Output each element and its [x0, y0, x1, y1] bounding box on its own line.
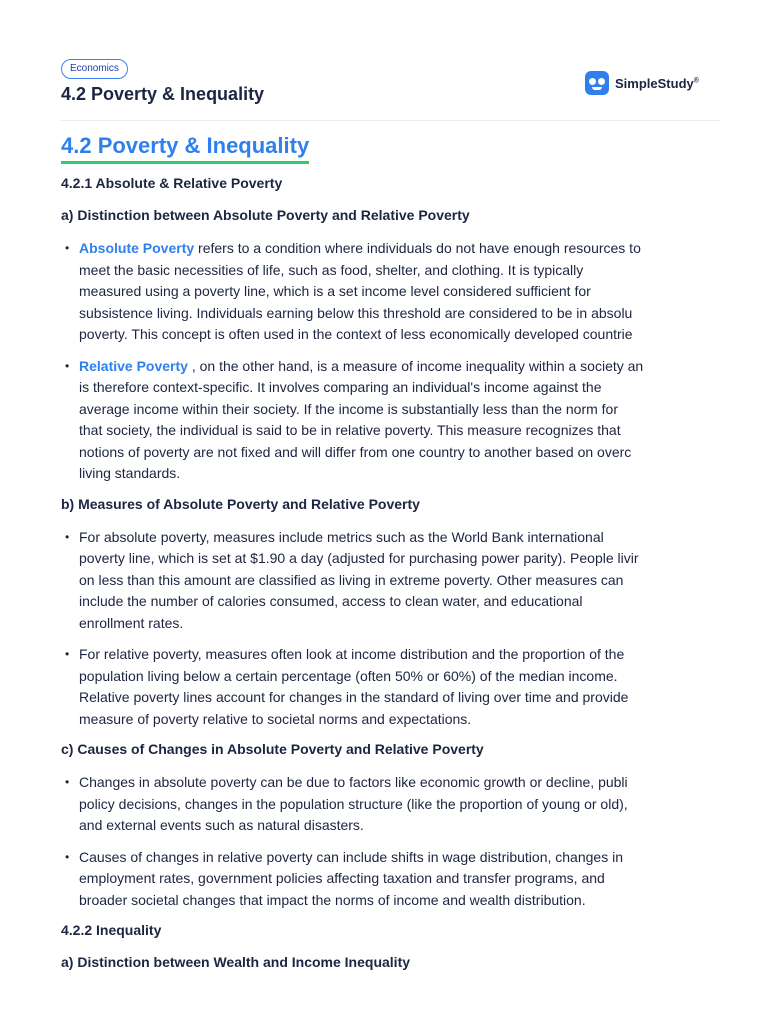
header-divider [61, 120, 720, 121]
page-header [0, 0, 768, 121]
section-heading-inequality: 4.2.2 Inequality [61, 922, 162, 938]
subheading-measures-poverty: b) Measures of Absolute Poverty and Relative Poverty [61, 495, 420, 512]
header-title: 4.2 Poverty & Inequality [61, 84, 265, 104]
term-absolute-poverty: Absolute Poverty [79, 240, 195, 256]
causes-list [61, 772, 741, 911]
list-item-relative-poverty: • Relative Poverty , on the other hand, is a measure of income inequality within a society an is therefore context-specific. It involves comparing an individual's income against the average income within their society. If the income is substantially less than the norm for that society, the individual is said to be in relative poverty. This measure recognizes that notions of poverty are not fixed and will differ from one country to another based on overc living standards. [61, 356, 720, 485]
subheading-wealth-income: a) Distinction between Wealth and Income Inequality [61, 954, 411, 970]
document-content [61, 128, 741, 971]
subject-badge[interactable]: Economics [61, 59, 128, 79]
subheading-causes-changes: c) Causes of Changes in Absolute Poverty and Relative Poverty [61, 741, 484, 757]
logo-text: SimpleStudy® [615, 75, 699, 91]
section-heading-absolute-relative: 4.2.1 Absolute & Relative Poverty [61, 175, 283, 191]
subheading-distinction-poverty: a) Distinction between Absolute Poverty and Relative Poverty [61, 207, 470, 223]
list-item-measures-relative: • For relative poverty, measures often look at income distribution and the proportion of the population living below a certain percentage (often 50% or 60%) of the median income. Relative poverty lines account for changes in the standard of living over time and provide measure of poverty relative to societal norms and expectations. [61, 644, 720, 730]
page-title: 4.2 Poverty & Inequality [61, 132, 309, 164]
measures-list [61, 527, 741, 731]
simplestudy-logo[interactable] [585, 71, 699, 95]
simplestudy-logo-icon [585, 71, 609, 95]
term-relative-poverty: Relative Poverty [79, 357, 188, 374]
list-item-causes-absolute: • Changes in absolute poverty can be due to factors like economic growth or decline, publi policy decisions, changes in the population structure (like the proportion of young or old), and external events such as natural disasters. [61, 772, 720, 837]
distinction-list [61, 238, 741, 485]
list-item-absolute-poverty: • Absolute Poverty refers to a condition where individuals do not have enough resources to meet the basic necessities of life, such as food, shelter, and clothing. It is typically measured using a poverty line, which is a set income level considered sufficient for subsistence living. Individuals earning below this threshold are considered to be in absolu poverty. This concept is often used in the context of less economically developed countrie [61, 238, 720, 346]
list-item-causes-relative: • Causes of changes in relative poverty can include shifts in wage distribution, changes in employment rates, government policies affecting taxation and transfer programs, and broader societal changes that impact the norms of income and wealth distribution. [61, 847, 720, 912]
list-item-measures-absolute: • For absolute poverty, measures include metrics such as the World Bank international poverty line, which is set at $1.90 a day (adjusted for purchasing power parity). People livir on less than this amount are classified as living in extreme poverty. Other measures can include the number of calories consumed, access to clean water, and educational enrollment rates. [61, 527, 720, 635]
